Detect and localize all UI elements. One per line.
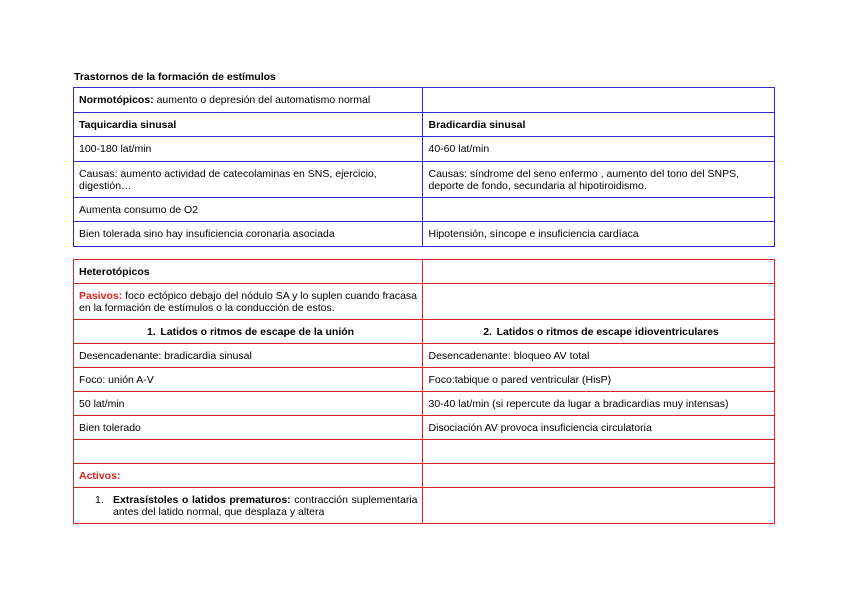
table-cell: 100-180 lat/min xyxy=(74,137,423,162)
table-cell: Hipotensión, síncope e insuficiencia cardíaca xyxy=(423,222,775,247)
list-number: 1. xyxy=(146,325,156,338)
heterotopicos-header: Heterotópicos xyxy=(74,260,423,284)
heterotopicos-table xyxy=(73,259,775,524)
table-row xyxy=(74,392,775,416)
table-row xyxy=(74,113,775,137)
pasivos-cell xyxy=(74,284,423,320)
table-cell: Desencadenante: bradicardia sinusal xyxy=(74,344,423,368)
table-row xyxy=(74,162,775,198)
empty-cell xyxy=(423,440,775,464)
table-cell: Bien tolerado xyxy=(74,416,423,440)
table-row xyxy=(74,344,775,368)
pasivos-label: Pasivos: xyxy=(79,289,123,302)
table-row xyxy=(74,260,775,284)
empty-cell xyxy=(423,260,775,284)
escape-union-heading xyxy=(74,320,423,344)
bradicardia-heading: Bradicardia sinusal xyxy=(423,113,775,137)
list-number: 2. xyxy=(483,325,492,338)
taquicardia-heading: Taquicardia sinusal xyxy=(74,113,423,137)
table-row xyxy=(74,488,775,524)
empty-cell xyxy=(423,88,775,113)
table-cell: 50 lat/min xyxy=(74,392,423,416)
table-cell: Bien tolerada sino hay insuficiencia coronaria asociada xyxy=(74,222,423,247)
table-row xyxy=(74,440,775,464)
table-cell: 40-60 lat/min xyxy=(423,137,775,162)
empty-cell xyxy=(423,464,775,488)
normotopicos-description: aumento o depresión del automatismo normal xyxy=(153,94,371,106)
table-cell: Desencadenante: bloqueo AV total xyxy=(423,344,775,368)
normotopicos-header-cell xyxy=(74,88,423,113)
table-cell: Causas: síndrome del seno enfermo , aumento del tono del SNPS, deporte de fondo, secundaria al hipotiroidismo. xyxy=(423,162,775,198)
table-cell xyxy=(423,198,775,222)
pasivos-description: foco ectópico debajo del nódulo SA y lo suplen cuando fracasa en la formación de estímulos o la conducción de estos. xyxy=(79,289,417,314)
table-cell: 30-40 lat/min (si repercute da lugar a bradicardias muy intensas) xyxy=(423,392,775,416)
document-title: Trastornos de la formación de estímulos xyxy=(74,71,276,83)
table-cell: Disociación AV provoca insuficiencia circulatoria xyxy=(423,416,775,440)
normotopicos-table xyxy=(73,87,775,247)
table-row xyxy=(74,198,775,222)
empty-cell xyxy=(423,488,775,524)
heading-text: Latidos o ritmos de escape idioventriculares xyxy=(496,325,719,338)
table-row xyxy=(74,368,775,392)
table-cell: Foco: unión A-V xyxy=(74,368,423,392)
list-number: 1. xyxy=(95,493,104,506)
table-row xyxy=(74,222,775,247)
table-cell: Causas: aumento actividad de catecolaminas en SNS, ejercicio, digestión… xyxy=(74,162,423,198)
table-cell: Foco:tabique o pared ventricular (HisP) xyxy=(423,368,775,392)
empty-cell xyxy=(74,440,423,464)
extrasistoles-cell xyxy=(74,488,423,524)
extrasistoles-label: Extrasístoles o latidos prematuros: xyxy=(113,493,291,506)
extrasistoles-description: contracción suplementaria antes del latido normal, que desplaza y altera xyxy=(113,493,418,518)
heading-text: Latidos o ritmos de escape de la unión xyxy=(160,325,355,338)
table-row xyxy=(74,137,775,162)
table-row xyxy=(74,320,775,344)
normotopicos-label: Normotópicos: xyxy=(79,94,154,106)
table-row xyxy=(74,88,775,113)
table-row xyxy=(74,464,775,488)
escape-idioventricular-heading xyxy=(423,320,775,344)
table-row xyxy=(74,416,775,440)
table-row xyxy=(74,284,775,320)
table-cell: Aumenta consumo de O2 xyxy=(74,198,423,222)
activos-label: Activos: xyxy=(74,464,423,488)
empty-cell xyxy=(423,284,775,320)
